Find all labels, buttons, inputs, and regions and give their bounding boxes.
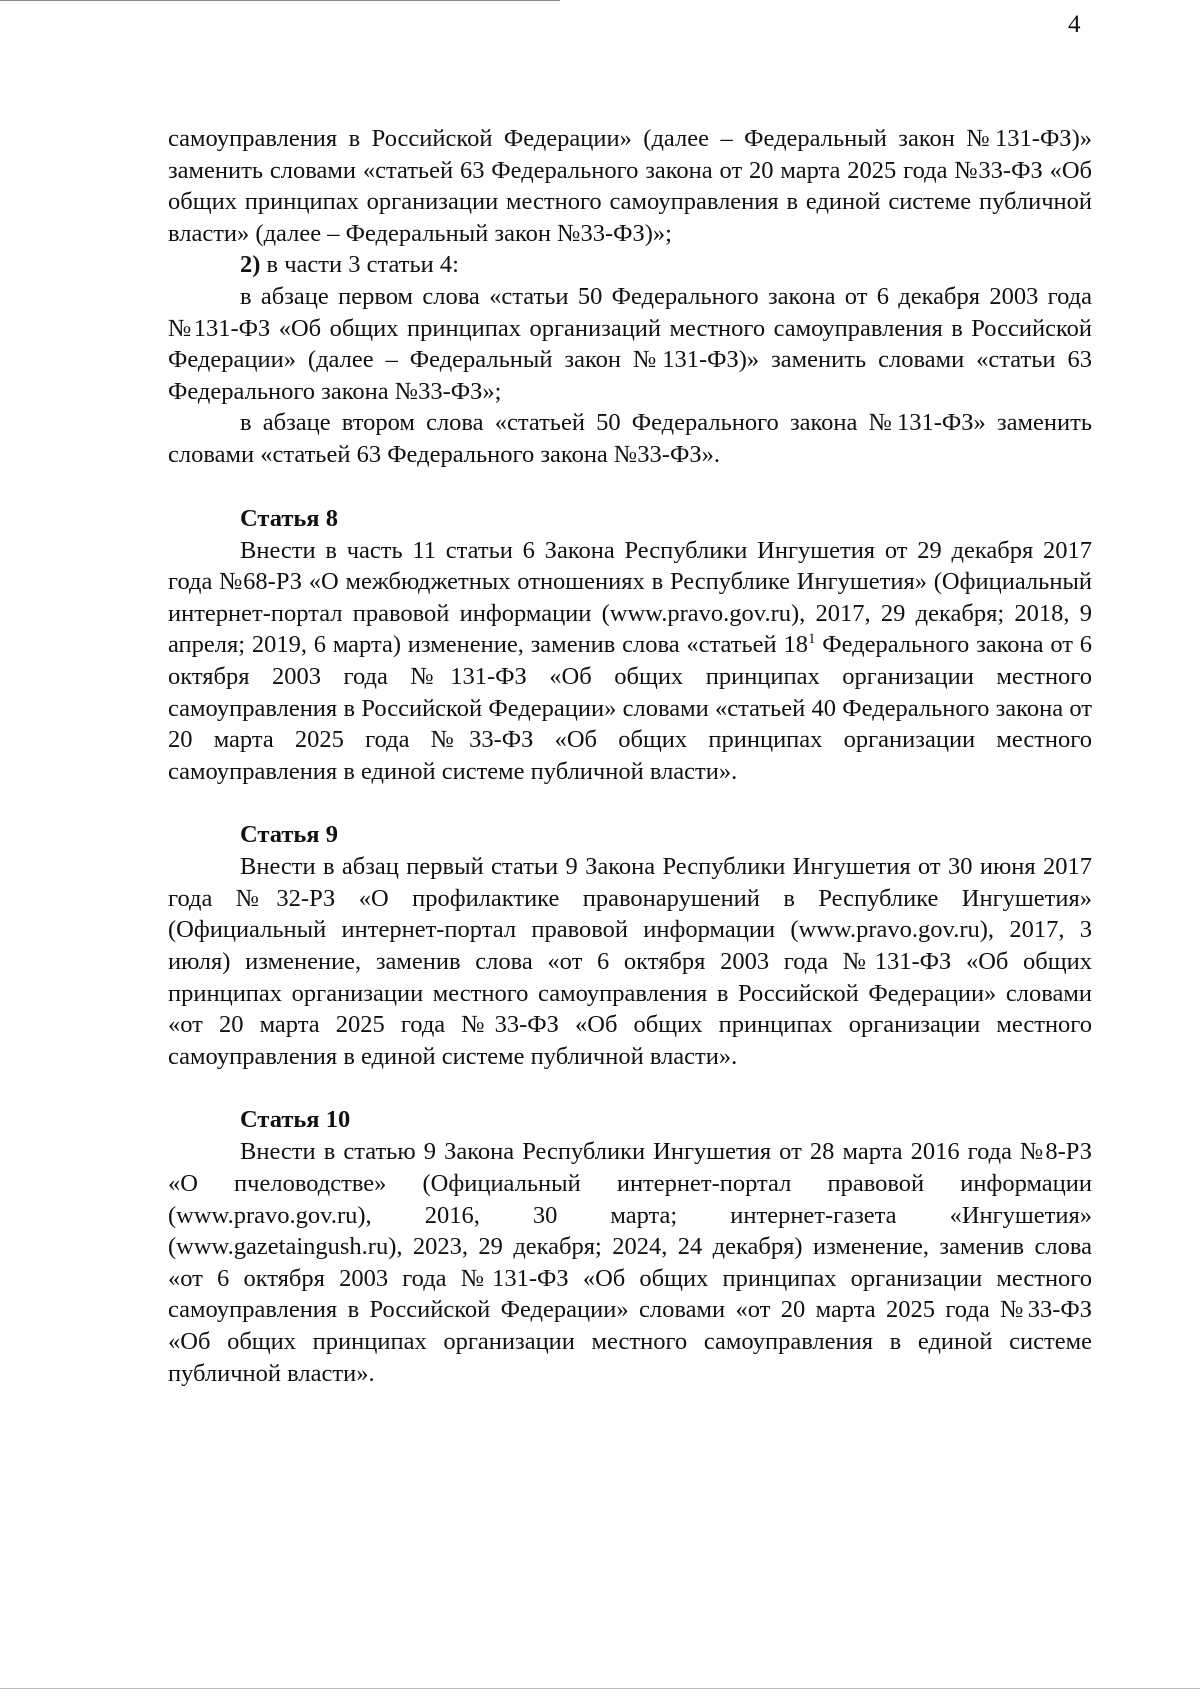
article-8-text-a: Внести в часть 11 статьи 6 Закона Республики Ингушетия от 29 декабря 2017 года №68-РЗ «О межбюджетных отношениях в Республике Ингушетия» (Официальный интернет-портал правовой информации (www.pravo.gov.ru), 2017, 29 декабря; 2018, 9 апреля; 2019, 6 марта) изменение, заменив слова «статьей 18 — [168, 536, 1092, 659]
scan-top-edge — [0, 0, 560, 1]
article-9-text: Внести в абзац первый статьи 9 Закона Республики Ингушетия от 30 июня 2017 года №32-РЗ «О профилактике правонарушений в Республике Ингушетия» (Официальный интернет-портал правовой информации (www.pravo.gov.ru), 2017, 3 июля) изменение, заменив слова «от 6 октября 2003 года №131-ФЗ «Об общих принципах организации местного самоуправления в Российской Федерации» словами «от 20 марта 2025 года №33-ФЗ «Об общих принципах организации местного самоуправления в единой системе публичной власти». — [168, 853, 1092, 1070]
article-9-heading: Статья 9 — [240, 821, 338, 849]
superscript: 1 — [807, 631, 816, 648]
spacer — [168, 787, 1092, 819]
article-8-text-b: Федерального закона от 6 октября 2003 года №131-ФЗ «Об общих принципах организации местного самоуправления в Российской Федерации» словами «статьей 40 Федерального закона от 20 марта 2025 года №33-ФЗ «Об общих принципах организации местного самоуправления в единой системе публичной власти». — [168, 631, 1092, 785]
scan-bottom-edge — [0, 1688, 1200, 1689]
item-text: в части 3 статьи 4: — [260, 251, 459, 279]
document-body — [168, 123, 1092, 1389]
article-10-text: Внести в статью 9 Закона Республики Ингушетия от 28 марта 2016 года №8-РЗ «О пчеловодстве» (Официальный интернет-портал правовой информации (www.pravo.gov.ru), 2016, 30 марта; интернет-газета «Ингушетия» (www.gazetaingush.ru), 2023, 29 декабря; 2024, 24 декабря) изменение, заменив слова «от 6 октября 2003 года №131-ФЗ «Об общих принципах организации местного самоуправления в Российской Федерации» словами «от 20 марта 2025 года №33-ФЗ «Об общих принципах организации местного самоуправления в единой системе публичной власти». — [168, 1138, 1092, 1387]
paragraph-item-2 — [168, 249, 1092, 281]
paragraph-second-abzac: в абзаце втором слова «статьей 50 Федерального закона №131-ФЗ» заменить словами «статьей 63 Федерального закона №33-ФЗ». — [168, 409, 1092, 468]
article-8-heading: Статья 8 — [240, 504, 338, 532]
page-number: 4 — [1068, 11, 1081, 38]
spacer — [168, 1072, 1092, 1104]
paragraph-continuation: самоуправления в Российской Федерации» (далее – Федеральный закон №131-ФЗ)» заменить словами «статьей 63 Федерального закона от 20 марта 2025 года №33-ФЗ «Об общих принципах организации местного самоуправления в единой системе публичной власти» (далее – Федеральный закон №33-ФЗ)»; — [168, 125, 1092, 247]
spacer — [168, 471, 1092, 503]
article-10-heading: Статья 10 — [240, 1106, 351, 1134]
item-number: 2) — [240, 251, 261, 279]
paragraph-first-abzac: в абзаце первом слова «статьи 50 Федерального закона от 6 декабря 2003 года №131-ФЗ «Об общих принципах организаций местного самоуправления в Российской Федерации» (далее – Федеральный закон №131-ФЗ)» заменить словами «статьи 63 Федерального закона №33-ФЗ»; — [168, 282, 1092, 405]
article-8-text — [168, 535, 1092, 788]
